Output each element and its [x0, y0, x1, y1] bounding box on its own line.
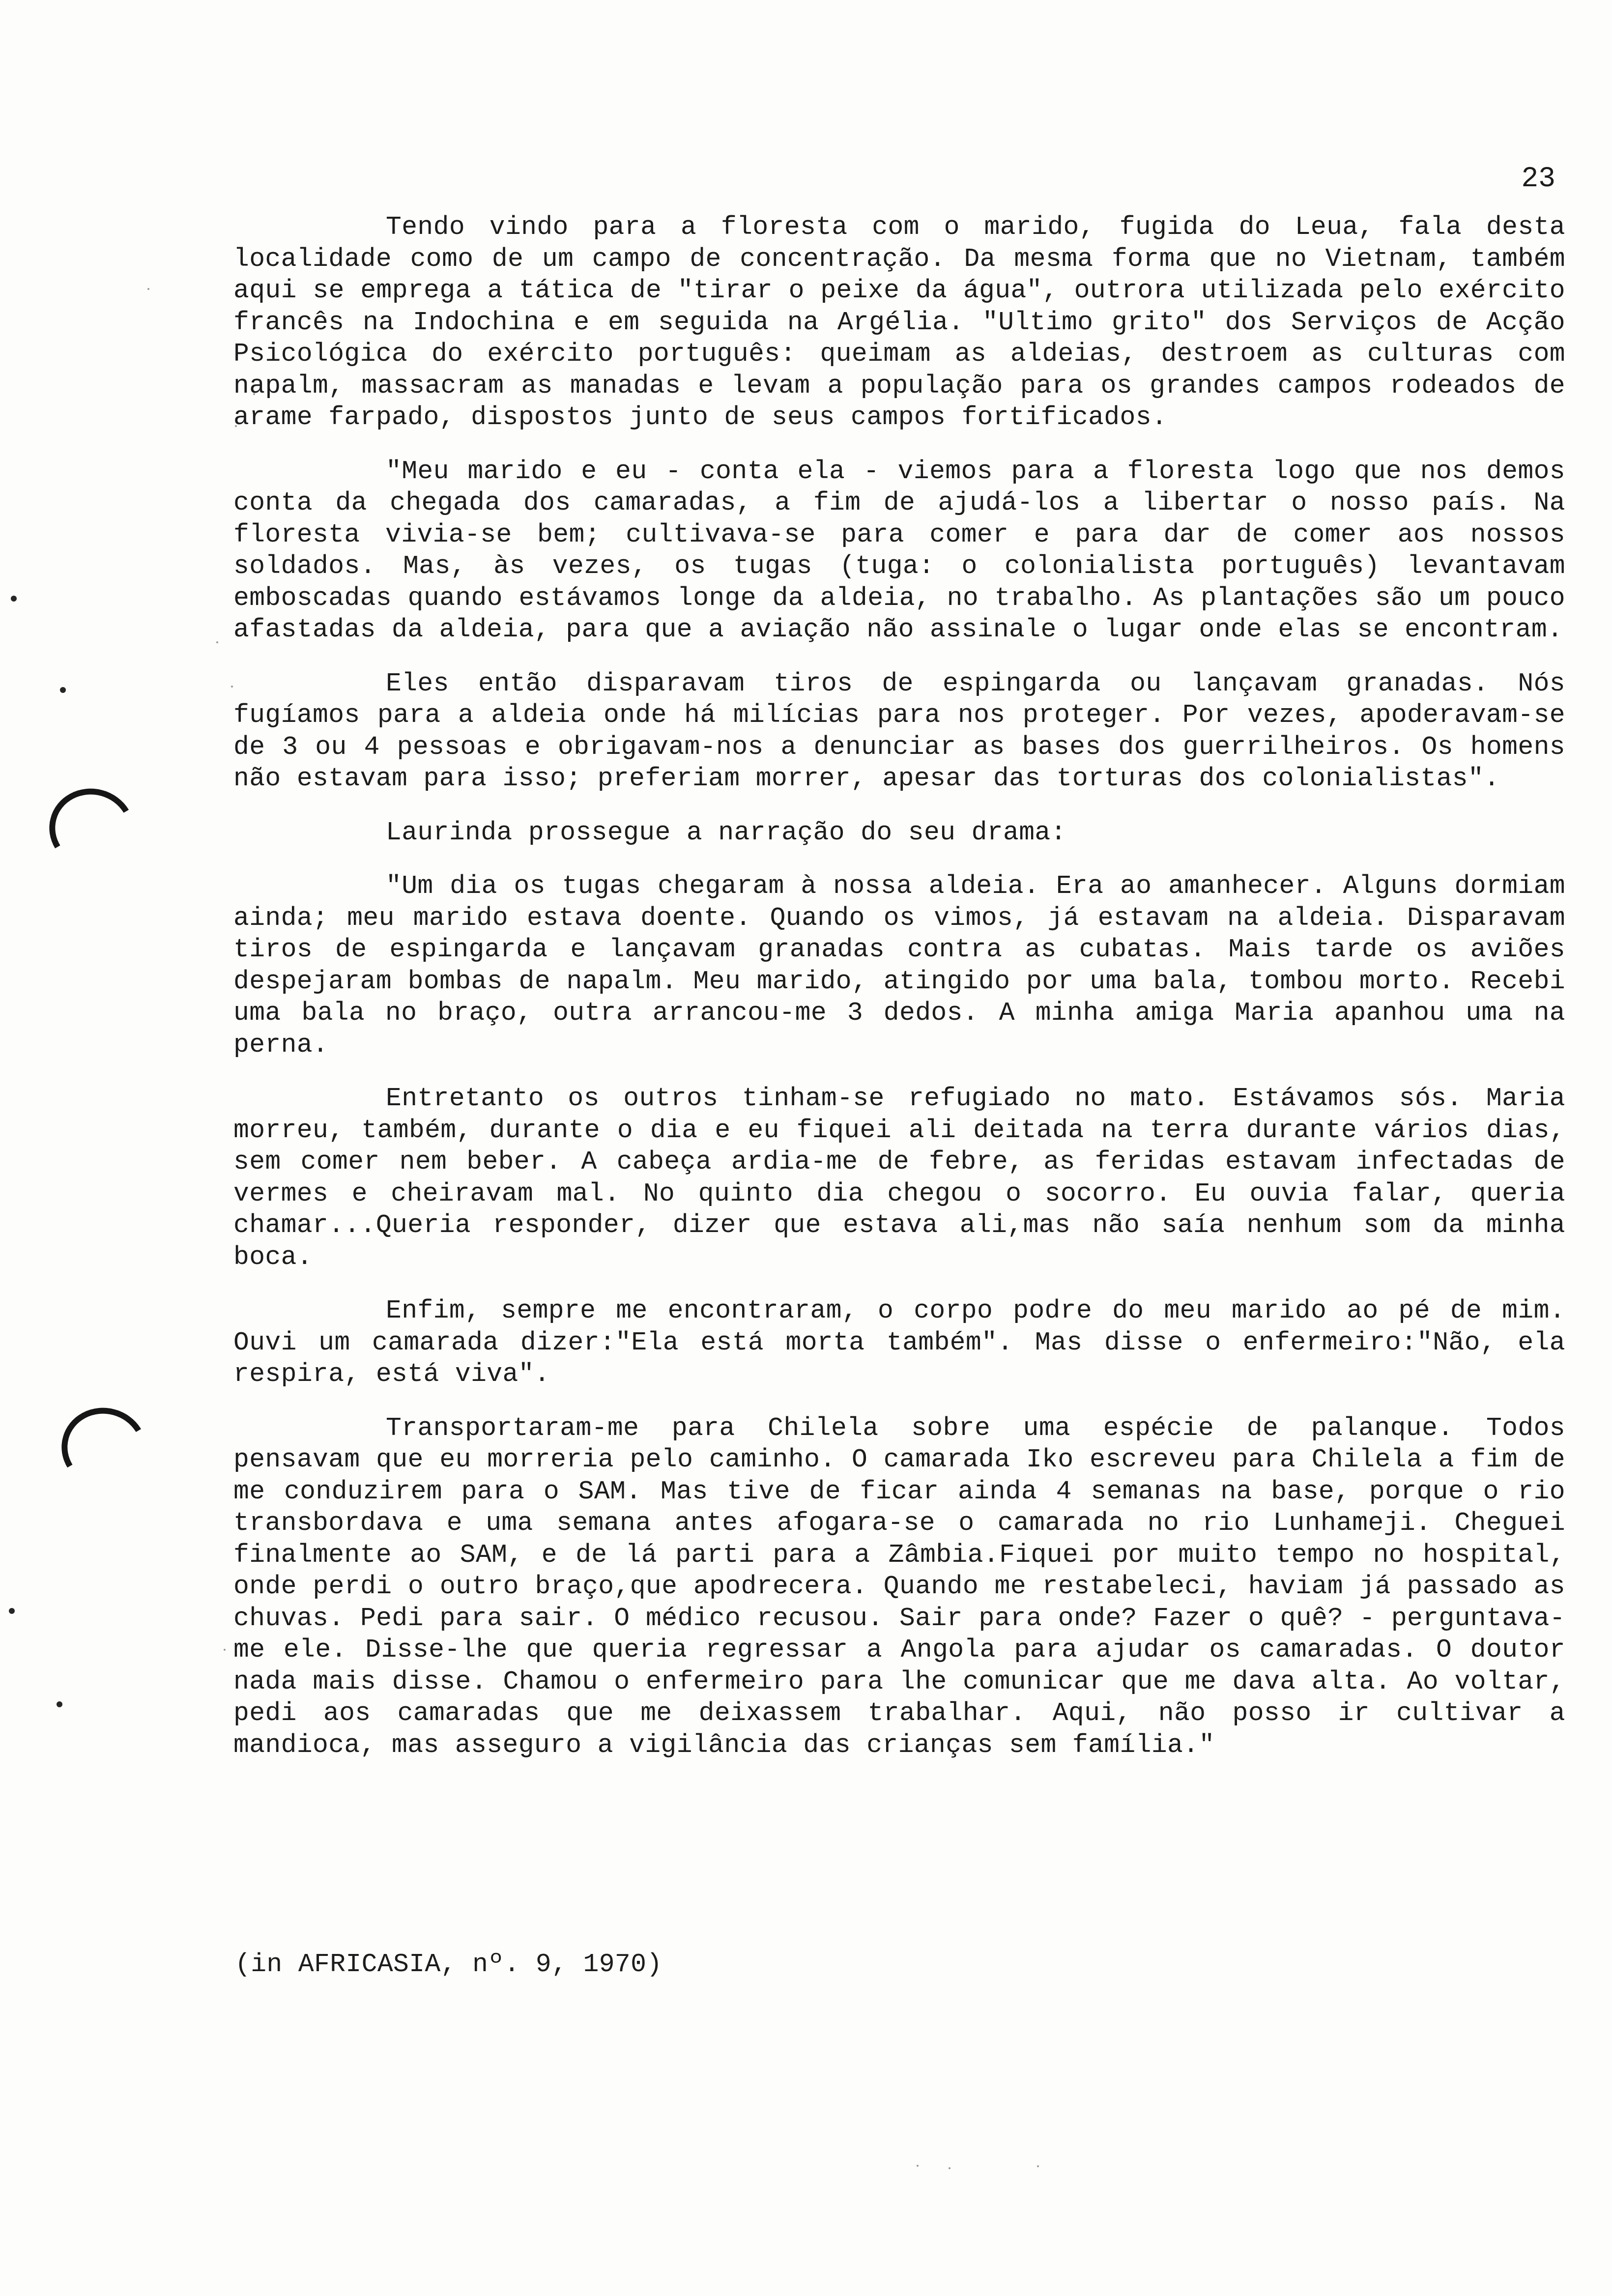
scan-fleck [224, 1649, 226, 1651]
article-body [233, 211, 1565, 1761]
scan-fleck [949, 2167, 950, 2169]
paragraph: "Meu marido e eu - conta ela - viemos para a floresta logo que nos demos conta da chegada dos camaradas, a fim de ajudá-los a libertar o nosso país. Na floresta vivia-se bem; cultivava-se para comer e para dar de comer aos nossos soldados. Mas, às vezes, os tugas (tuga: o colonialista português) levantavam emboscadas quando estávamos longe da aldeia, no trabalho. As plantações são um pouco afastadas da aldeia, para que a aviação não assinale o lugar onde elas se encontram. [233, 456, 1565, 644]
paragraph: Eles então disparavam tiros de espingarda ou lançavam granadas. Nós fugíamos para a aldeia onde há milícias para nos proteger. Por vezes, apoderavam-se de 3 ou 4 pessoas e obrigavam-nos a denunciar as bases dos guerrilheiros. Os homens não estavam para isso; preferiam morrer, apesar das torturas dos colonialistas". [233, 668, 1565, 793]
margin-speck [60, 687, 66, 693]
scan-fleck [231, 686, 233, 688]
paragraph: Entretanto os outros tinham-se refugiado no mato. Estávamos sós. Maria morreu, também, durante o dia e eu fiquei ali deitada na terra durante vários dias, sem comer nem beber. A cabeça ardia-me de febre, as feridas estavam infectadas de vermes e cheiravam mal. No quinto dia chegou o socorro. Eu ouvia falar, queria chamar...Queria responder, dizer que estava ali,mas não saía nenhum som da minha boca. [233, 1084, 1565, 1272]
scan-fleck [216, 641, 218, 643]
margin-speck [57, 1701, 62, 1707]
paragraph: Tendo vindo para a floresta com o marido, fugida do Leua, fala desta localidade como de um campo de concentração. Da mesma forma que no Vietnam, também aqui se emprega a tática de "tirar o peixe da água", outrora utilizada pelo exército francês na Indochina e em seguida na Argélia. "Ultimo grito" dos Serviços de Acção Psicológica do exército português: queimam as aldeias, destroem as culturas com napalm, massacram as manadas e levam a população para os grandes campos rodeados de arame farpado, dispostos junto de seus campos fortificados. [233, 212, 1565, 432]
scan-fleck [1037, 2165, 1039, 2167]
scan-fleck [147, 288, 149, 290]
paragraph: Transportaram-me para Chilela sobre uma espécie de palanque. Todos pensavam que eu morreria pelo caminho. O camarada Iko escreveu para Chilela a fim de me conduzirem para o SAM. Mas tive de ficar ainda 4 semanas na base, porque o rio transbordava e uma semana antes afogara-se o camarada no rio Lunhameji. Cheguei finalmente ao SAM, e de lá parti para a Zâmbia.Fiquei por muito tempo no hospital, onde perdi o outro braço,que apodrecera. Quando me restabeleci, haviam já passado as chuvas. Pedi para sair. O médico recusou. Sair para onde? Fazer o quê? - perguntava-me ele. Disse-lhe que queria regressar a Angola para ajudar os camaradas. O doutor nada mais disse. Chamou o enfermeiro para lhe comunicar que me dava alta. Ao voltar, pedi aos camaradas que me deixassem trabalhar. Aqui, não posso ir cultivar a mandioca, mas asseguro a vigilância das crianças sem família." [233, 1413, 1565, 1760]
scan-fleck [917, 2165, 919, 2167]
paragraph: Laurinda prossegue a narração do seu drama: [386, 817, 1066, 847]
paragraph: Enfim, sempre me encontraram, o corpo podre do meu marido ao pé de mim. Ouvi um camarada dizer:"Ela está morta também". Mas disse o enfermeiro:"Não, ela respira, está viva". [233, 1296, 1565, 1389]
punch-hole-upper [40, 779, 144, 879]
page-number: 23 [1521, 163, 1555, 195]
margin-speck [11, 596, 17, 602]
paragraph: "Um dia os tugas chegaram à nossa aldeia. Era ao amanhecer. Alguns dormiam ainda; meu marido estava doente. Quando os vimos, já estavam na aldeia. Disparavam tiros de espingarda e lançavam granadas contra as cubatas. Mais tarde os aviões despejaram bombas de napalm. Meu marido, atingido por uma bala, tombou morto. Recebi uma bala no braço, outra arrancou-me 3 dedos. A minha amiga Maria apanhou uma na perna. [233, 871, 1565, 1060]
punch-hole-lower [53, 1398, 156, 1498]
margin-speck [9, 1608, 15, 1614]
source-citation: (in AFRICASIA, nº. 9, 1970) [235, 1950, 662, 1979]
